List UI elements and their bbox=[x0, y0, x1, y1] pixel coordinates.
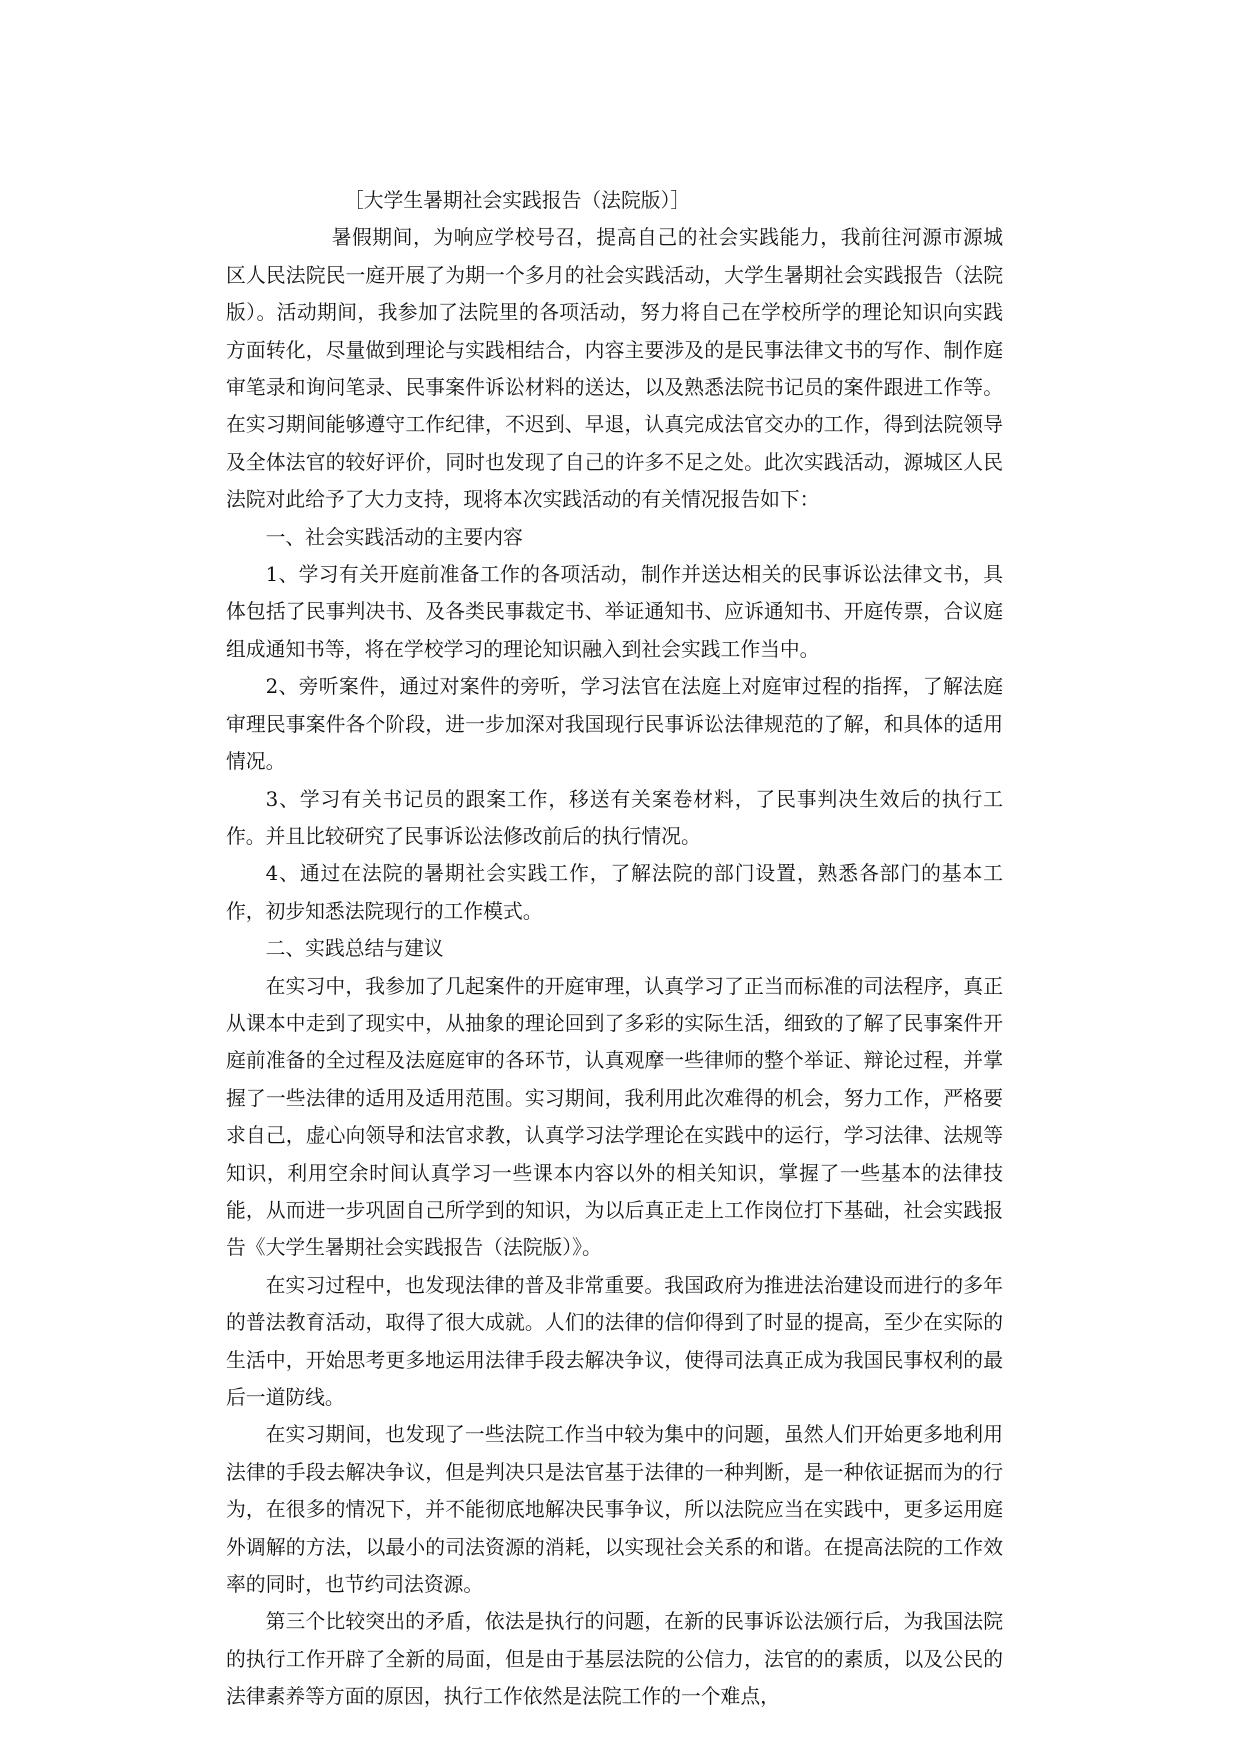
section-heading-1: 一、社会实践活动的主要内容 bbox=[265, 525, 523, 549]
list-item-1: 1、学习有关开庭前准备工作的各项活动，制作并送达相关的民事诉讼法律文书，具体包括了民事判决书、及各类民事裁定书、举证通知书、应诉通知书、开庭传票，合议庭组成通知书等，将在学校学习的理论知识融入到社会实践工作当中。 bbox=[226, 563, 1003, 661]
section-heading-2: 二、实践总结与建议 bbox=[265, 937, 444, 961]
list-item-2: 2、旁听案件，通过对案件的旁听，学习法官在法庭上对庭审过程的指挥，了解法庭审理民事案件各个阶段，进一步加深对我国现行民事诉讼法律规范的了解，和具体的适用情况。 bbox=[226, 675, 1003, 774]
summary-paragraph-1: 在实习中，我参加了几起案件的开庭审理，认真学习了正当而标准的司法程序，真正从课本中走到了现实中，从抽象的理论回到了多彩的实际生活，细致的了解了民事案件开庭前准备的全过程及法庭庭审的各环节，认真观摩一些律师的整个举证、辩论过程，并掌握了一些法律的适用及适用范围。实习期间，我利用此次难得的机会，努力工作，严格要求自己，虚心向领导和法官求教，认真学习法学理论在实践中的运行，学习法律、法规等知识，利用空余时间认真学习一些课本内容以外的相关知识，掌握了一些基本的法律技能，从而进一步巩固自己所学到的知识，为以后真正走上工作岗位打下基础，社会实践报告《大学生暑期社会实践报告（法院版）》。 bbox=[226, 974, 1003, 1260]
list-item-3: 3、学习有关书记员的跟案工作，移送有关案卷材料，了民事判决生效后的执行工作。并且比较研究了民事诉讼法修改前后的执行情况。 bbox=[226, 787, 1003, 848]
summary-paragraph-4: 第三个比较突出的矛盾，依法是执行的问题，在新的民事诉讼法颁行后，为我国法院的执行工作开辟了全新的局面，但是由于基层法院的公信力，法官的的素质，以及公民的法律素养等方面的原因，执行工作依然是法院工作的一个难点， bbox=[226, 1610, 1003, 1709]
intro-text: 暑假期间，为响应学校号召，提高自己的社会实践能力，我前往河源市源城区人民法院民一庭开展了为期一个多月的社会实践活动，大学生暑期社会实践报告（法院版）。活动期间，我参加了法院里的各项活动，努力将自己在学校所学的理论知识向实践方面转化，尽量做到理论与实践相结合，内容主要涉及的是民事法律文书的写作、制作庭审笔录和询问笔录、民事案件诉讼材料的送达，以及熟悉法院书记员的案件跟进工作等。在实习期间能够遵守工作纪律，不迟到、早退，认真完成法官交办的工作，得到法院领导及全体法官的较好评价，同时也发现了自己的许多不足之处。此次实践活动，源城区人民法院对此给予了大力支持，现将本次实践活动的有关情况报告如下： bbox=[226, 226, 1003, 512]
list-item-4: 4、通过在法院的暑期社会实践工作，了解法院的部门设置，熟悉各部门的基本工作，初步知悉法院现行的工作模式。 bbox=[226, 862, 1003, 923]
summary-paragraph-3: 在实习期间，也发现了一些法院工作当中较为集中的问题，虽然人们开始更多地利用法律的手段去解决争议，但是判决只是法官基于法律的一种判断，是一种依证据而为的行为，在很多的情况下，并不能彻底地解决民事争议，所以法院应当在实践中，更多运用庭外调解的方法，以最小的司法资源的消耗，以实现社会关系的和谐。在提高法院的工作效率的同时，也节约司法资源。 bbox=[226, 1423, 1003, 1597]
document-title: ［大学生暑期社会实践报告（法院版）］ bbox=[344, 189, 691, 212]
document-body bbox=[226, 182, 1003, 1716]
summary-paragraph-2: 在实习过程中，也发现法律的普及非常重要。我国政府为推进法治建设而进行的多年的普法教育活动，取得了很大成就。人们的法律的信仰得到了时显的提高，至少在实际的生活中，开始思考更多地运用法律手段去解决争议，使得司法真正成为我国民事权利的最后一道防线。 bbox=[226, 1273, 1003, 1409]
intro-paragraph bbox=[226, 219, 1003, 518]
